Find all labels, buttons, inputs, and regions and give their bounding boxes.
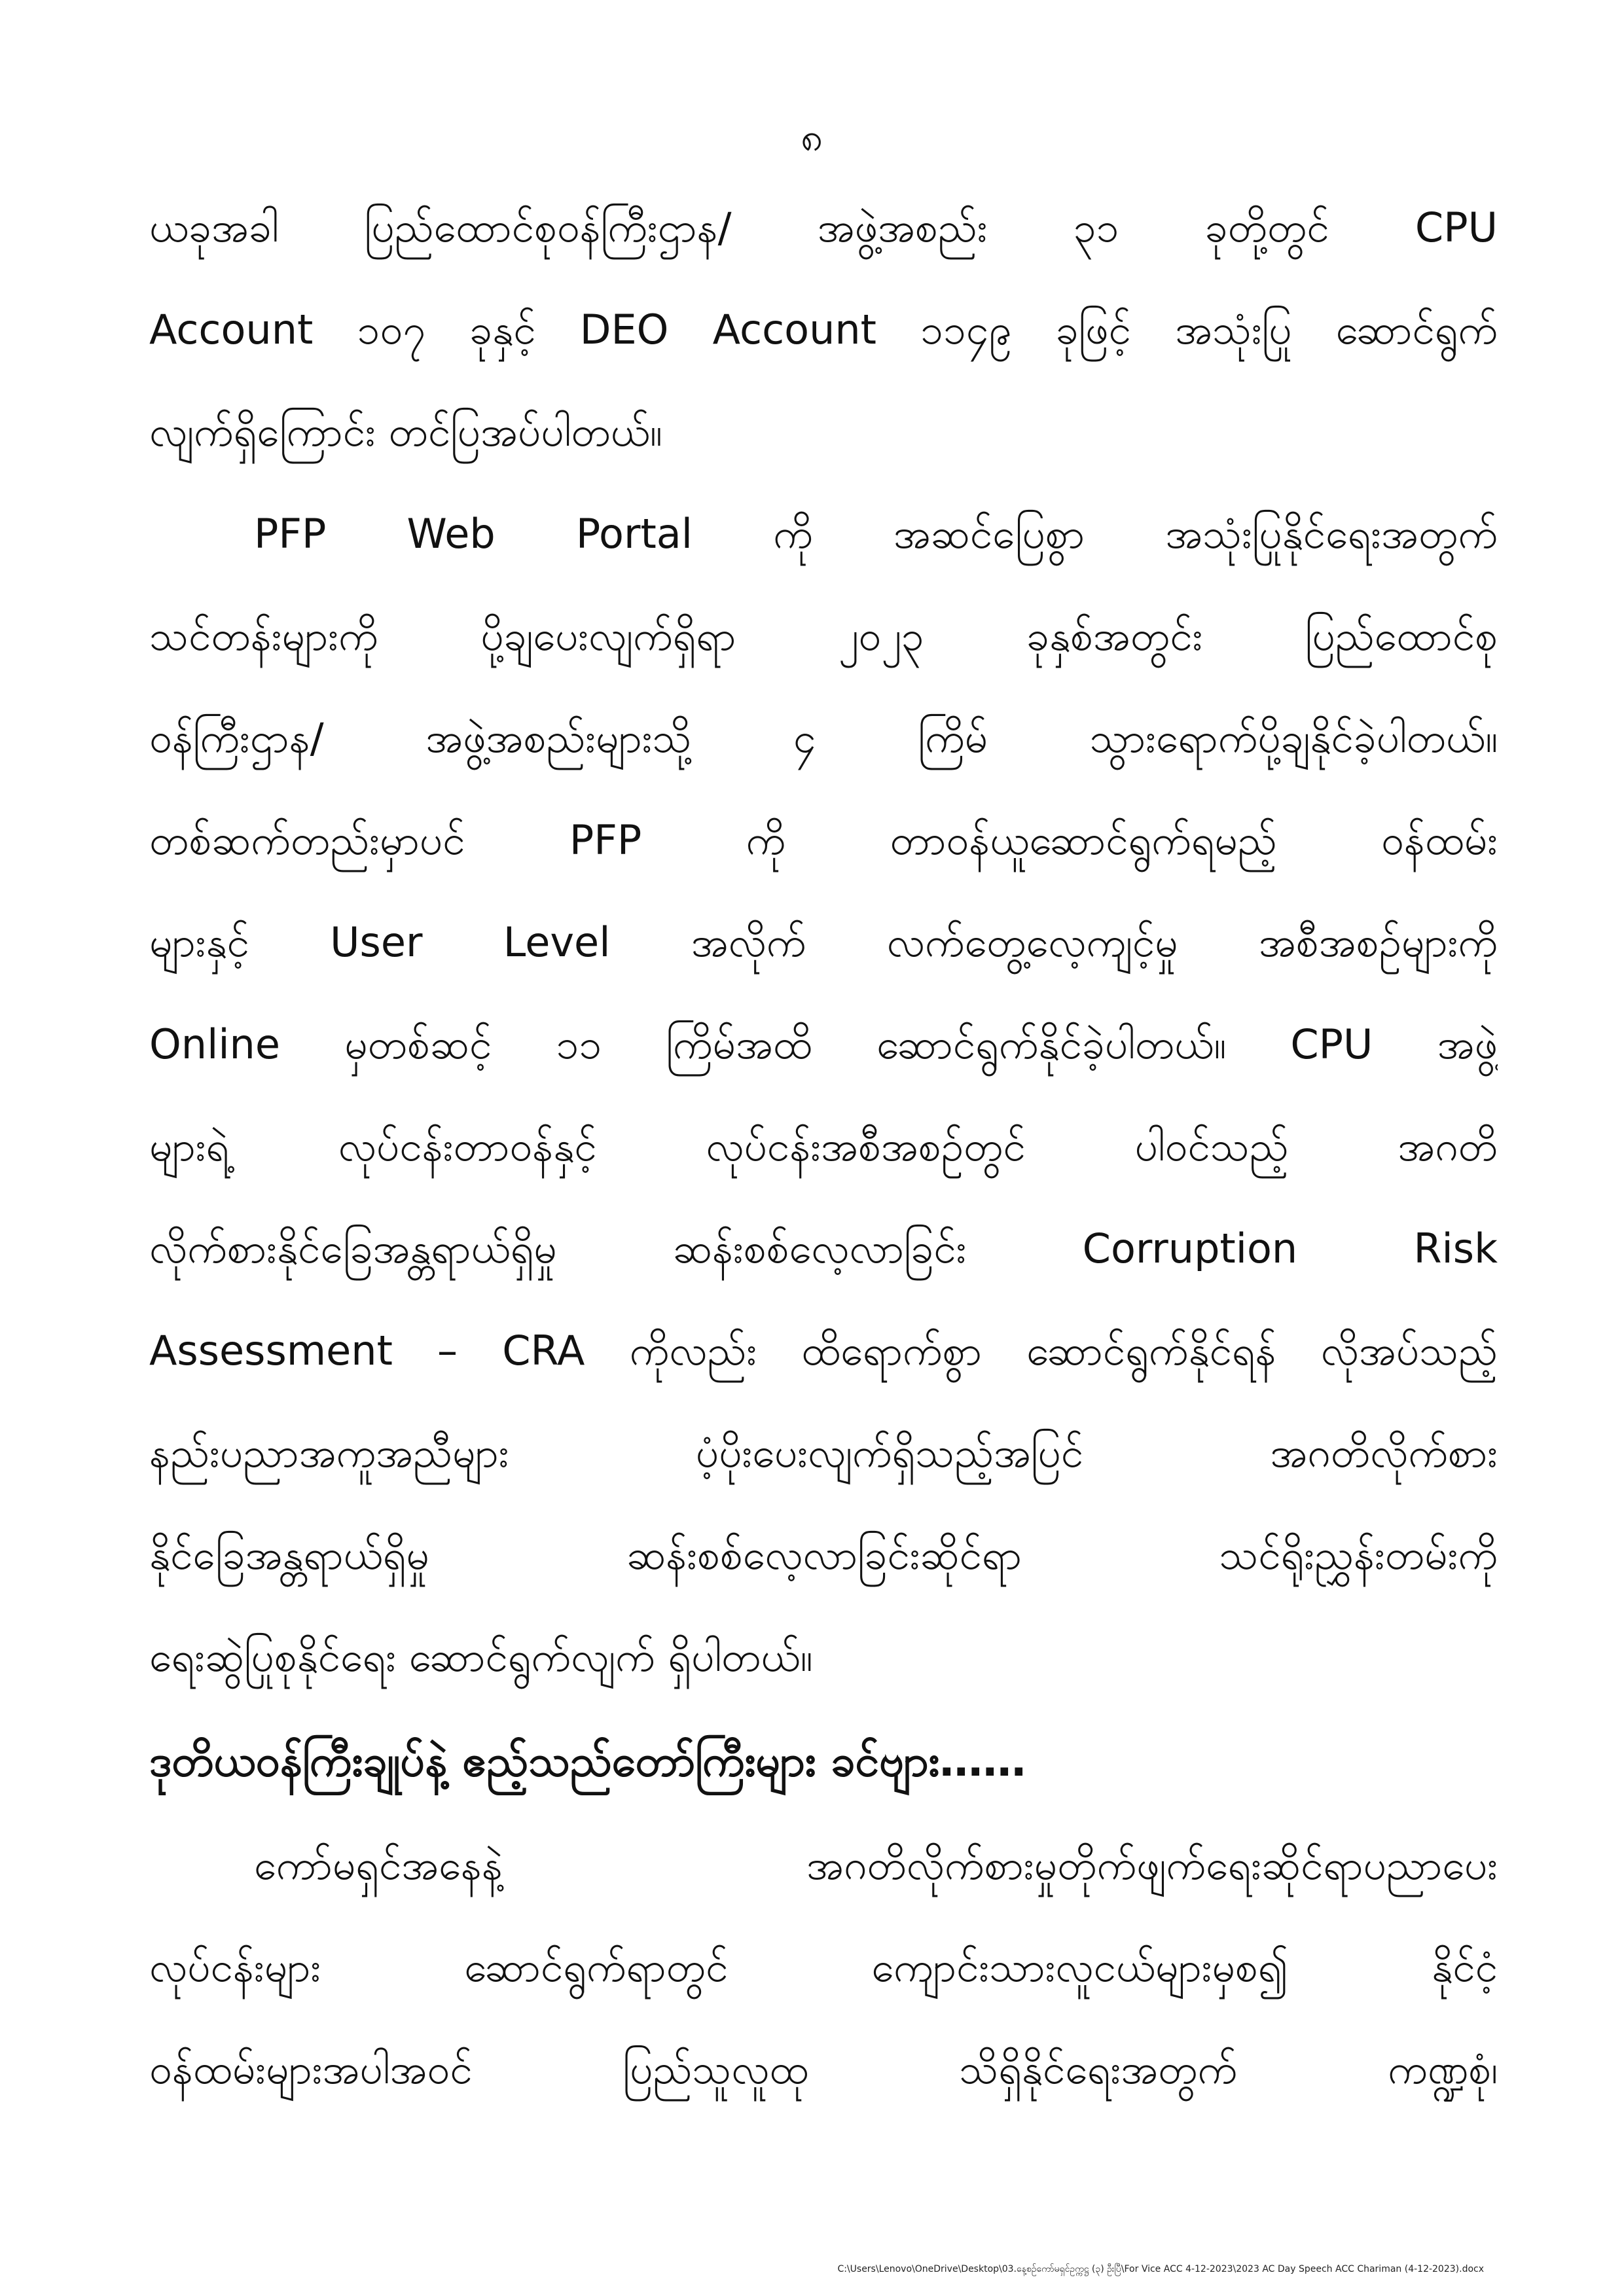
text-line: ယခုအခါ ပြည်ထောင်စုဝန်ကြီးဌာန/ အဖွဲ့အစည်း ၃၁ ခုတို့တွင် CPU bbox=[149, 204, 1498, 251]
paragraph bbox=[149, 1814, 1498, 2121]
text-line: Account ၁၀၇ ခုနှင့် DEO Account ၁၁၄၉ ခုဖြင့် အသုံးပြု ဆောင်ရွက် bbox=[149, 306, 1498, 353]
text-line: PFP Web Portal ကို အဆင်ပြေစွာ အသုံးပြုနိုင်ရေးအတွက် bbox=[254, 510, 1498, 558]
section-heading: ဒုတိယဝန်ကြီးချုပ်နဲ့ ဧည့်သည်တော်ကြီးများ ခင်ဗျား…… bbox=[149, 1736, 1026, 1786]
text-line: ဝန်ထမ်းများအပါအဝင် ပြည်သူလူထု သိရှိနိုင်ရေးအတွက် ကဏ္ဍစုံ၊ bbox=[149, 2045, 1498, 2093]
text-line: သင်တန်းများကို ပို့ချပေးလျက်ရှိရာ ၂၀၂၃ ခုနှစ်အတွင်း ပြည်ထောင်စု bbox=[149, 612, 1498, 660]
footer-file-path: C:\Users\Lenovo\OneDrive\Desktop\03.နေ့စဉ်ကော်မရှင်ဥက္ကဋ္ဌ (၃) ဦးပြီ\For Vice ACC 4-12-2023\2023 AC Day Speech ACC Chariman (4-12-2023).docx bbox=[837, 2264, 1484, 2274]
text-line: လျက်ရှိကြောင်း တင်ပြအပ်ပါတယ်။ bbox=[149, 408, 662, 456]
text-line: Online မှတစ်ဆင့် ၁၁ ကြိမ်အထိ ဆောင်ရွက်နိုင်ခဲ့ပါတယ်။ CPU အဖွဲ့ bbox=[149, 1020, 1498, 1068]
text-line: များနှင့် User Level အလိုက် လက်တွေ့လေ့ကျင့်မှု အစီအစဉ်များကို bbox=[149, 918, 1498, 966]
text-line: တစ်ဆက်တည်းမှာပင် PFP ကို တာဝန်ယူဆောင်ရွက်ရမည့် ဝန်ထမ်း bbox=[149, 816, 1498, 864]
text-line: ကော်မရှင်အနေနဲ့ အဂတိလိုက်စားမှုတိုက်ဖျက်ရေးဆိုင်ရာပညာပေး bbox=[254, 1841, 1498, 1889]
text-line: နိုင်ခြေအန္တရာယ်ရှိမှု ဆန်းစစ်လေ့လာခြင်းဆိုင်ရာ သင်ရိုးညွှန်းတမ်းကို bbox=[149, 1531, 1498, 1579]
text-line: Assessment – CRA ကိုလည်း ထိရောက်စွာ ဆောင်ရွက်နိုင်ရန် လိုအပ်သည့် bbox=[149, 1327, 1498, 1374]
document-body bbox=[149, 177, 1498, 2121]
text-line: လုပ်ငန်းများ ဆောင်ရွက်ရာတွင် ကျောင်းသားလူငယ်များမှစ၍ နိုင်ငံ့ bbox=[149, 1943, 1498, 1991]
text-line: ရေးဆွဲပြုစုနိုင်ရေး ဆောင်ရွက်လျက် ရှိပါတယ်။ bbox=[149, 1633, 813, 1681]
paragraph bbox=[149, 177, 1498, 483]
page-number: ၈ bbox=[801, 115, 823, 160]
text-line: လိုက်စားနိုင်ခြေအန္တရာယ်ရှိမှု ဆန်းစစ်လေ့လာခြင်း Corruption Risk bbox=[149, 1225, 1498, 1272]
text-line: နည်းပညာအကူအညီများ ပံ့ပိုးပေးလျက်ရှိသည့်အပြင် အဂတိလိုက်စား bbox=[149, 1429, 1498, 1477]
text-line: များရဲ့ လုပ်ငန်းတာဝန်နှင့် လုပ်ငန်းအစီအစဉ်တွင် ပါဝင်သည့် အဂတိ bbox=[149, 1122, 1498, 1170]
text-line: ဝန်ကြီးဌာန/ အဖွဲ့အစည်းများသို့ ၄ ကြိမ် သွားရောက်ပို့ချနိုင်ခဲ့ပါတယ်။ bbox=[149, 714, 1498, 762]
paragraph bbox=[149, 483, 1498, 1708]
